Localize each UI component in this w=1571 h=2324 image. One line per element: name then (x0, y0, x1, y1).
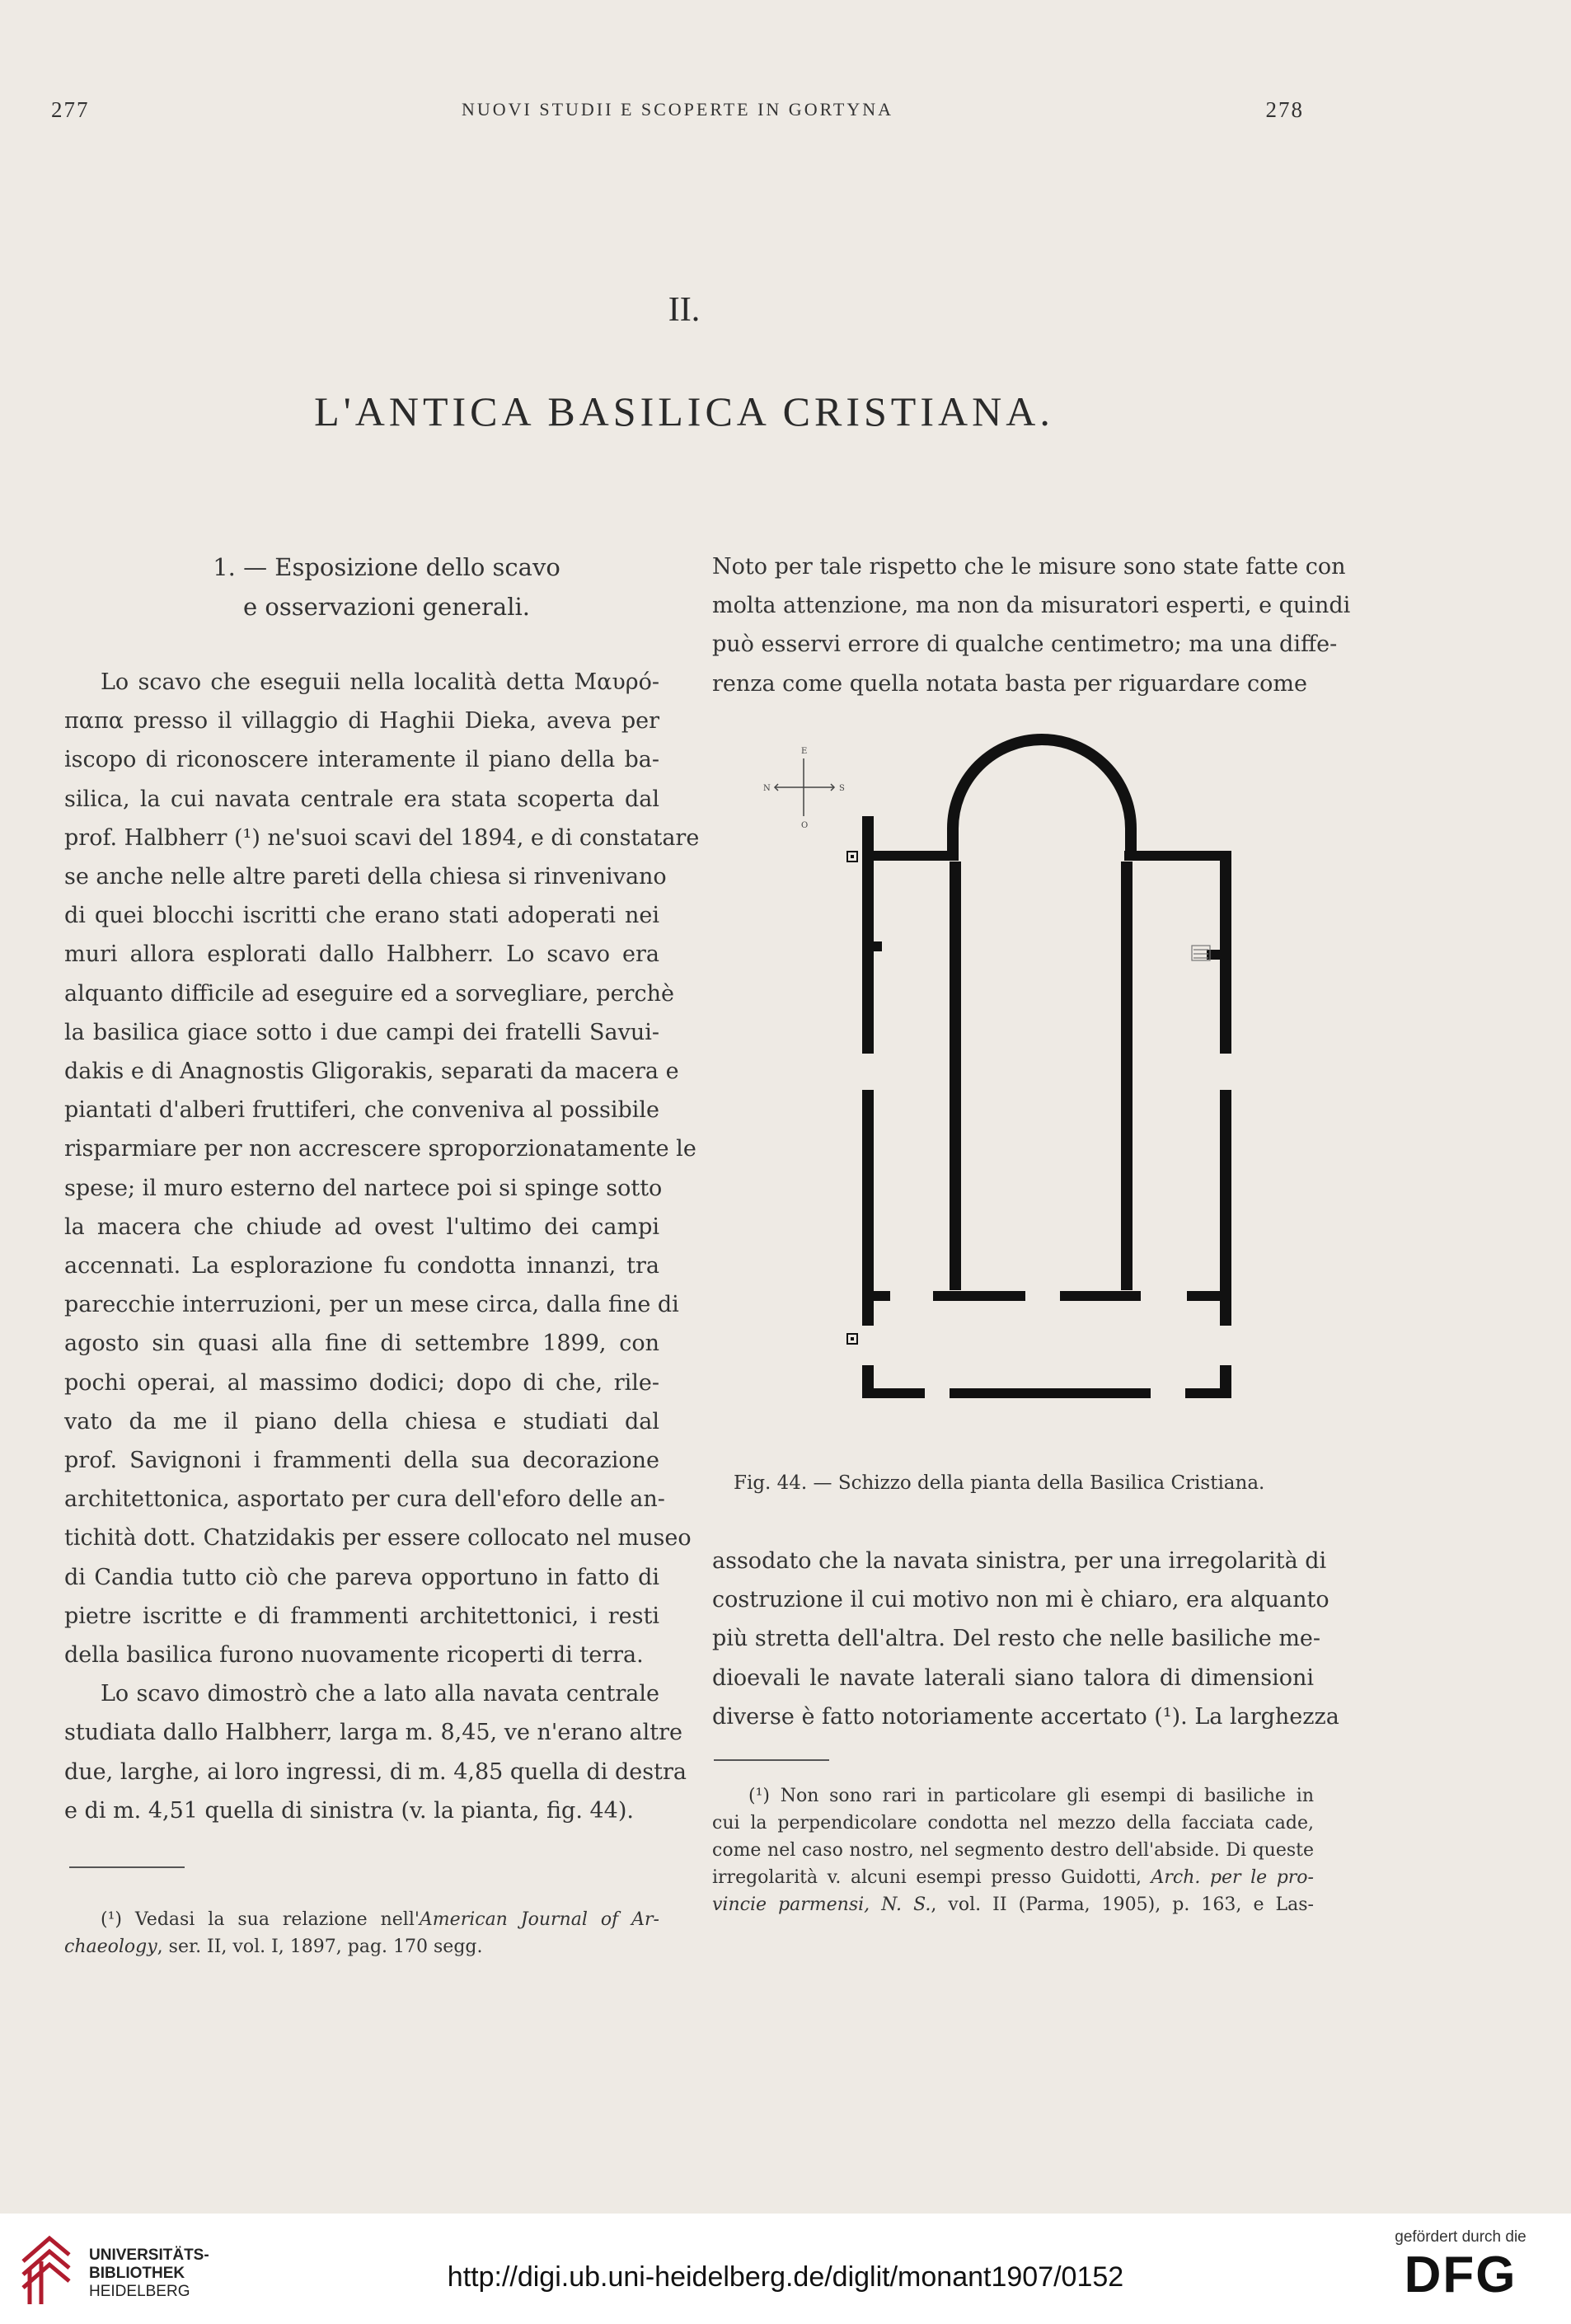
text-line: Noto per tale rispetto che le misure sono state fatte con (712, 554, 1346, 580)
funder-block (1370, 2228, 1551, 2304)
digitization-footer (0, 2214, 1571, 2324)
chapter-title: L'ANTICA BASILICA CRISTIANA. (314, 388, 1054, 434)
paragraph-1 (64, 663, 700, 1674)
text-line: di Candia tutto ciò che pareva opportuno in fatto di (64, 1564, 659, 1590)
left-column (64, 547, 700, 1960)
funded-by-label: gefördert durch die (1395, 2228, 1526, 2246)
footnote-right (712, 1782, 1314, 1918)
text-line: diverse è fatto notoriamente accertato (¹). La larghezza (712, 1703, 1339, 1730)
text-line: due, larghe, ai loro ingressi, di m. 4,85 quella di destra (64, 1758, 687, 1785)
text-line: assodato che la navata sinistra, per una irregolarità di (712, 1548, 1327, 1574)
compass-rose (775, 758, 834, 816)
footnote-line: chaeology, ser. II, vol. I, 1897, pag. 170 segg. (64, 1936, 483, 1957)
library-name: UNIVERSITÄTS- BIBLIOTHEK HEIDELBERG (89, 2247, 209, 2300)
text-line: muri allora esplorati dallo Halbherr. Lo scavo era (64, 941, 659, 968)
paragraph-right-1 (712, 547, 1351, 703)
footnote-line: irregolarità v. alcuni esempi presso Guidotti, Arch. per le pro- (712, 1866, 1314, 1888)
text-line: accennati. La esplorazione fu condotta innanzi, tra (64, 1253, 659, 1279)
compass-label-top: E (801, 747, 808, 756)
page-number-left: 277 (51, 97, 90, 122)
dfg-logo: DFG (1404, 2247, 1517, 2303)
text-line: Lo scavo che eseguii nella località detta Μαυρό- (101, 669, 659, 695)
text-line: dakis e di Anagnostis Gligorakis, separati da macera e (64, 1059, 679, 1085)
compass-label-bottom: O (801, 821, 809, 830)
text-line: risparmiare per non accrescere sproporzionatamente le (64, 1136, 696, 1162)
compass-label-right: S (839, 784, 845, 793)
text-line: pietre iscritte e di frammenti architettonici, i resti (64, 1603, 659, 1629)
chapter-number: II. (668, 291, 701, 329)
footnote-line: (¹) Vedasi la sua relazione nell'American Journal of Ar- (101, 1908, 659, 1930)
text-line: parecchie interruzioni, per un mese circa, dalla fine di (64, 1292, 679, 1318)
plan-walls (862, 816, 1231, 1398)
text-line: prof. Savignoni i frammenti della sua decorazione (64, 1448, 659, 1474)
text-line: iscopo di riconoscere interamente il piano della ba- (64, 747, 659, 773)
right-column (712, 547, 1351, 703)
text-line: agosto sin quasi alla fine di settembre 1899, con (64, 1331, 659, 1357)
footnote-line: (¹) Non sono rari in particolare gli esempi di basiliche in (748, 1785, 1314, 1806)
figure-caption: Fig. 44. — Schizzo della pianta della Basilica Cristiana. (734, 1472, 1265, 1494)
text-line: la basilica giace sotto i due campi dei fratelli Savui- (64, 1019, 659, 1045)
text-line: Lo scavo dimostrò che a lato alla navata centrale (101, 1681, 659, 1707)
running-head (51, 97, 1304, 130)
paragraph-right-2 (712, 1542, 1339, 1736)
section-heading (114, 547, 659, 627)
text-line: di quei blocchi iscritti che erano stati adoperati nei (64, 903, 659, 929)
text-line: dioevali le navate laterali siano talora di dimensioni (712, 1664, 1314, 1691)
footnote-left (64, 1906, 659, 1960)
text-line: costruzione il cui motivo non mi è chiaro, era alquanto (712, 1587, 1329, 1613)
running-title: NUOVI STUDII E SCOPERTE IN GORTYNA (461, 99, 894, 120)
section-heading-line1: 1. — Esposizione dello scavo (213, 553, 560, 581)
text-line: molta attenzione, ma non da misuratori esperti, e quindi (712, 593, 1351, 619)
text-line: più stretta dell'altra. Del resto che nelle basiliche me- (712, 1626, 1321, 1652)
apse-wall (953, 739, 1131, 861)
basilica-floor-plan (742, 734, 1302, 1459)
section-heading-line2: e osservazioni generali. (243, 593, 530, 621)
text-line: se anche nelle altre pareti della chiesa si rinvenivano (64, 864, 667, 890)
text-line: silica, la cui navata centrale era stata scoperta dal (64, 786, 659, 812)
text-line: della basilica furono nuovamente ricoperti di terra. (64, 1642, 644, 1669)
text-line: e di m. 4,51 quella di sinistra (v. la pianta, fig. 44). (64, 1797, 634, 1824)
footnote-line: vincie parmensi, N. S., vol. II (Parma, 1905), p. 163, e Las- (712, 1894, 1314, 1915)
page-number-right: 278 (1265, 97, 1304, 122)
text-line: alquanto difficile ad eseguire ed a sorvegliare, perchè (64, 980, 674, 1007)
footnote-line: cui la perpendicolare condotta nel mezzo della facciata cade, (712, 1812, 1314, 1833)
text-line: παπα presso il villaggio di Haghii Dieka, aveva per (64, 708, 659, 735)
text-line: può esservi errore di qualche centimetro; ma una diffe- (712, 631, 1338, 658)
text-line: prof. Halbherr (¹) ne'suoi scavi del 1894, e di constatare (64, 824, 700, 851)
text-line: la macera che chiude ad ovest l'ultimo dei campi (64, 1214, 659, 1240)
text-line: renza come quella notata basta per riguardare come (712, 670, 1307, 697)
right-column-lower (712, 1542, 1339, 1918)
footnote-line: come nel caso nostro, nel segmento destro dell'abside. Di queste (712, 1839, 1314, 1861)
plan-marker-dots (851, 855, 854, 1340)
text-line: pochi operai, al massimo dodici; dopo di che, rile- (64, 1369, 659, 1396)
paragraph-2 (64, 1674, 687, 1830)
text-line: tichità dott. Chatzidakis per essere collocato nel museo (64, 1525, 692, 1552)
compass-label-left: N (763, 784, 771, 793)
permalink-url[interactable]: http://digi.ub.uni-heidelberg.de/diglit/monant1907/0152 (447, 2261, 1124, 2293)
text-line: spese; il muro esterno del nartece poi si spinge sotto (64, 1175, 663, 1201)
text-line: studiata dallo Halbherr, larga m. 8,45, ve n'erano altre (64, 1720, 683, 1746)
plan-markers (847, 852, 857, 1344)
text-line: architettonica, asportato per cura dell'eforo delle an- (64, 1486, 665, 1513)
text-line: piantati d'alberi fruttiferi, che conveniva al possibile (64, 1097, 659, 1124)
text-line: vato da me il piano della chiesa e studiati dal (64, 1408, 659, 1434)
